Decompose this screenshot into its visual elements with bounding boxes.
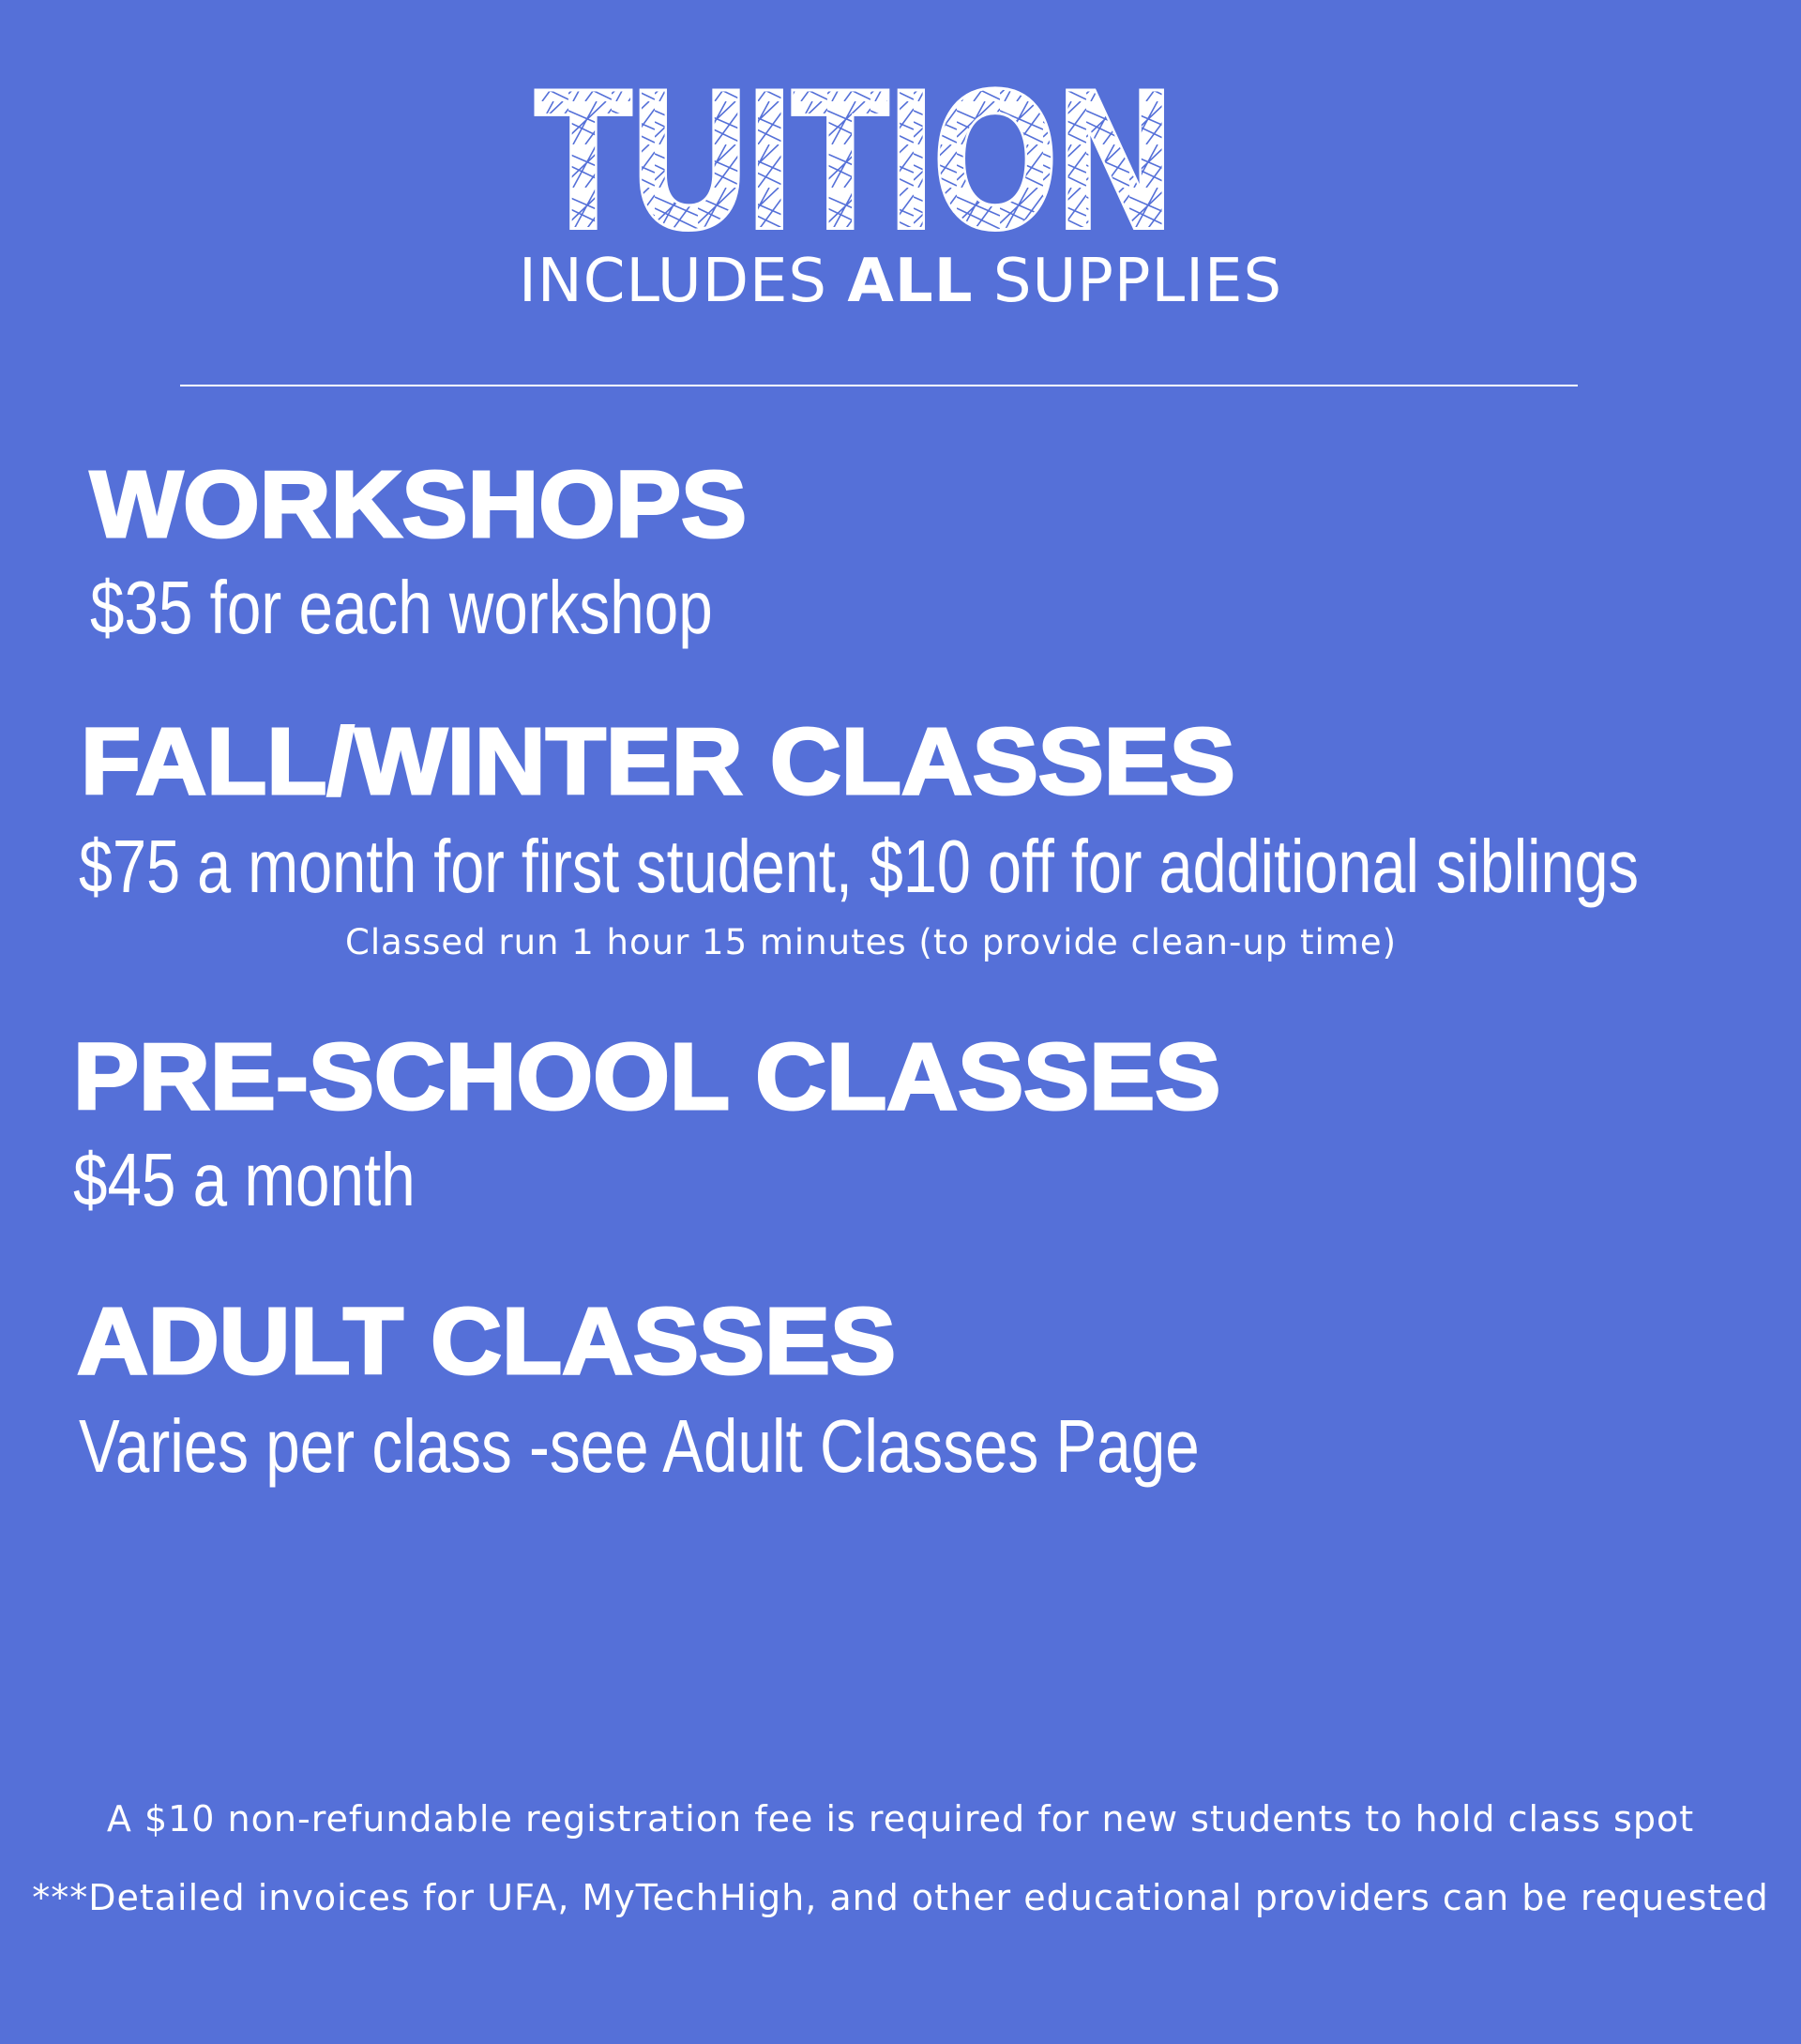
pre-school-price: $45 a month	[73, 1138, 416, 1221]
header-divider	[180, 385, 1578, 386]
fall-winter-note: Classed run 1 hour 15 minutes (to provide clean-up time)	[345, 922, 1398, 962]
title-texture: TUITION	[535, 58, 1173, 246]
adult-price: Varies per class -see Adult Classes Page	[79, 1404, 1200, 1488]
subtitle	[0, 247, 1801, 316]
workshops-price: $35 for each workshop	[90, 566, 713, 649]
workshops-heading: WORKSHOPS	[90, 452, 748, 557]
subtitle-post: SUPPLIES	[973, 247, 1283, 316]
tuition-title-graphic	[525, 58, 1182, 246]
adult-heading: ADULT CLASSES	[77, 1289, 897, 1394]
title-text: TUITION	[535, 58, 1173, 246]
subtitle-pre: INCLUDES	[518, 247, 848, 316]
registration-fee-note: A $10 non-refundable registration fee is required for new students to hold class spot	[106, 1798, 1695, 1840]
fall-winter-heading: FALL/WINTER CLASSES	[81, 709, 1235, 814]
fall-winter-price: $75 a month for first student, $10 off for additional siblings	[79, 825, 1640, 908]
pre-school-heading: PRE-SCHOOL CLASSES	[73, 1024, 1221, 1129]
invoice-note: ***Detailed invoices for UFA, MyTechHigh, and other educational providers can be requested	[32, 1877, 1769, 1918]
title-banner	[0, 58, 1801, 246]
subtitle-emphasis: ALL	[847, 247, 974, 316]
